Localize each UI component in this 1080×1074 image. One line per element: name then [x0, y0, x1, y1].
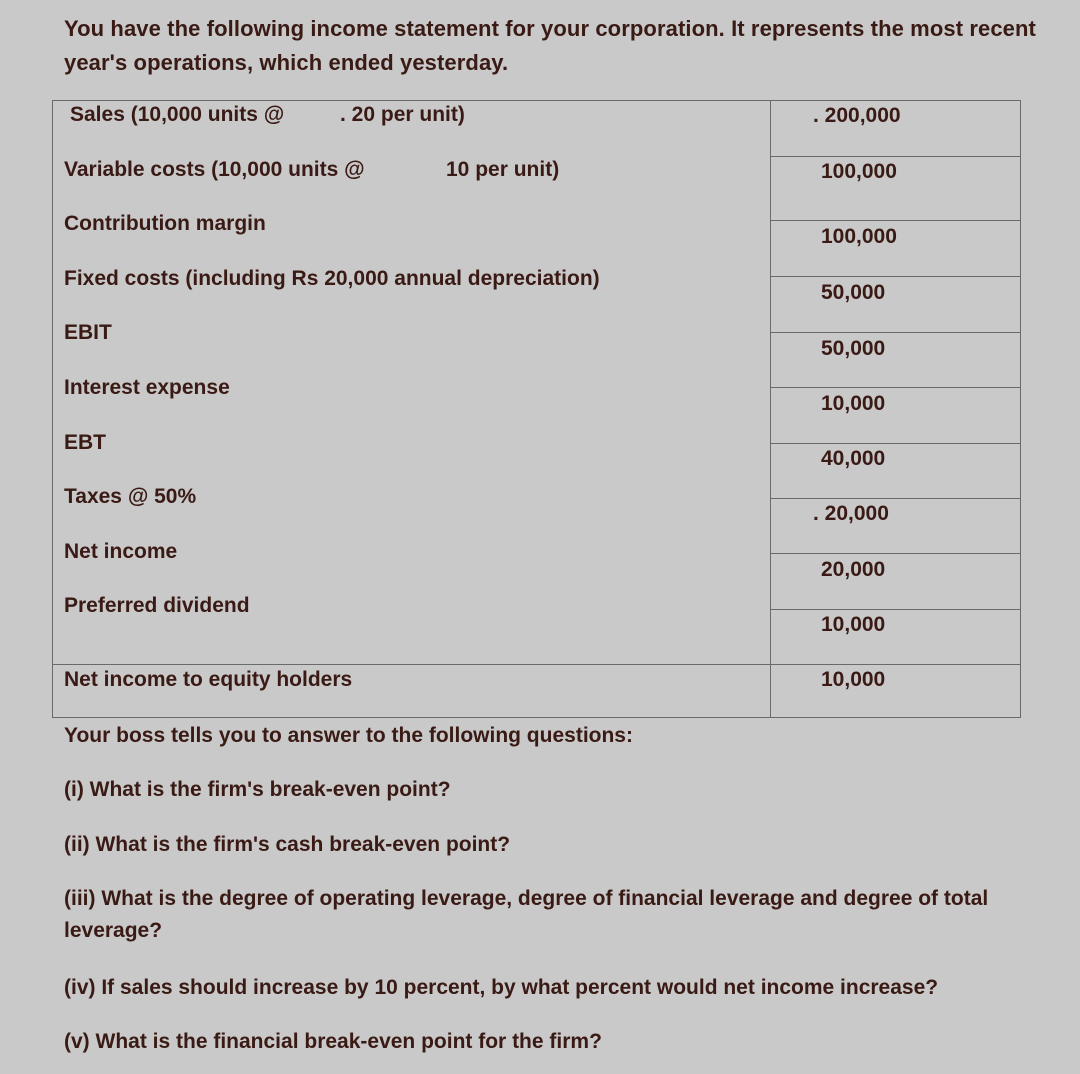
- net-income-equity-value: 10,000: [821, 668, 886, 691]
- boss-instruction: Your boss tells you to answer to the following questions:: [64, 724, 633, 747]
- variable-costs-value: 100,000: [821, 160, 897, 183]
- fixed-costs-label: Fixed costs (including Rs 20,000 annual depreciation): [64, 267, 600, 290]
- row-divider: [770, 220, 1020, 221]
- fixed-costs-value: 50,000: [821, 281, 886, 304]
- interest-expense-value: 10,000: [821, 392, 886, 415]
- question-4: (iv) If sales should increase by 10 percent, by what percent would net income increase?: [64, 976, 939, 999]
- taxes-value: . 20,000: [813, 502, 889, 525]
- ebit-value: 50,000: [821, 337, 886, 360]
- row-divider: [770, 553, 1020, 554]
- contribution-margin-value: 100,000: [821, 225, 897, 248]
- row-divider: [770, 609, 1020, 610]
- ebit-label: EBIT: [64, 321, 112, 344]
- net-income-equity-label: Net income to equity holders: [64, 668, 353, 691]
- sales-label: Sales (10,000 units @: [70, 103, 285, 126]
- question-5: (v) What is the financial break-even point for the firm?: [64, 1030, 602, 1053]
- row-divider: [770, 276, 1020, 277]
- net-income-label: Net income: [64, 540, 178, 563]
- row-divider: [770, 443, 1020, 444]
- column-divider: [770, 101, 771, 717]
- preferred-dividend-label: Preferred dividend: [64, 594, 250, 617]
- variable-costs-label: Variable costs (10,000 units @: [64, 158, 365, 181]
- problem-intro: You have the following income statement for your corporation. It represents the most recent year's operations, which ended yesterday.: [64, 16, 1036, 75]
- net-income-value: 20,000: [821, 558, 886, 581]
- preferred-dividend-value: 10,000: [821, 613, 886, 636]
- variable-cost-rate-label: 10 per unit): [446, 158, 560, 181]
- contribution-margin-label: Contribution margin: [64, 212, 266, 235]
- income-statement-table: [52, 100, 1021, 718]
- row-divider-full: [53, 664, 1020, 665]
- question-3: (iii) What is the degree of operating leverage, degree of financial leverage and degree of total leverage?: [64, 887, 989, 942]
- row-divider: [770, 387, 1020, 388]
- sales-value: . 200,000: [813, 104, 901, 127]
- question-1: (i) What is the firm's break-even point?: [64, 778, 451, 801]
- sales-price-label: . 20 per unit): [340, 103, 465, 126]
- question-2: (ii) What is the firm's cash break-even point?: [64, 833, 511, 856]
- ebt-value: 40,000: [821, 447, 886, 470]
- row-divider: [770, 498, 1020, 499]
- row-divider: [770, 332, 1020, 333]
- taxes-label: Taxes @ 50%: [64, 485, 197, 508]
- row-divider: [770, 156, 1020, 157]
- ebt-label: EBT: [64, 431, 106, 454]
- interest-expense-label: Interest expense: [64, 376, 230, 399]
